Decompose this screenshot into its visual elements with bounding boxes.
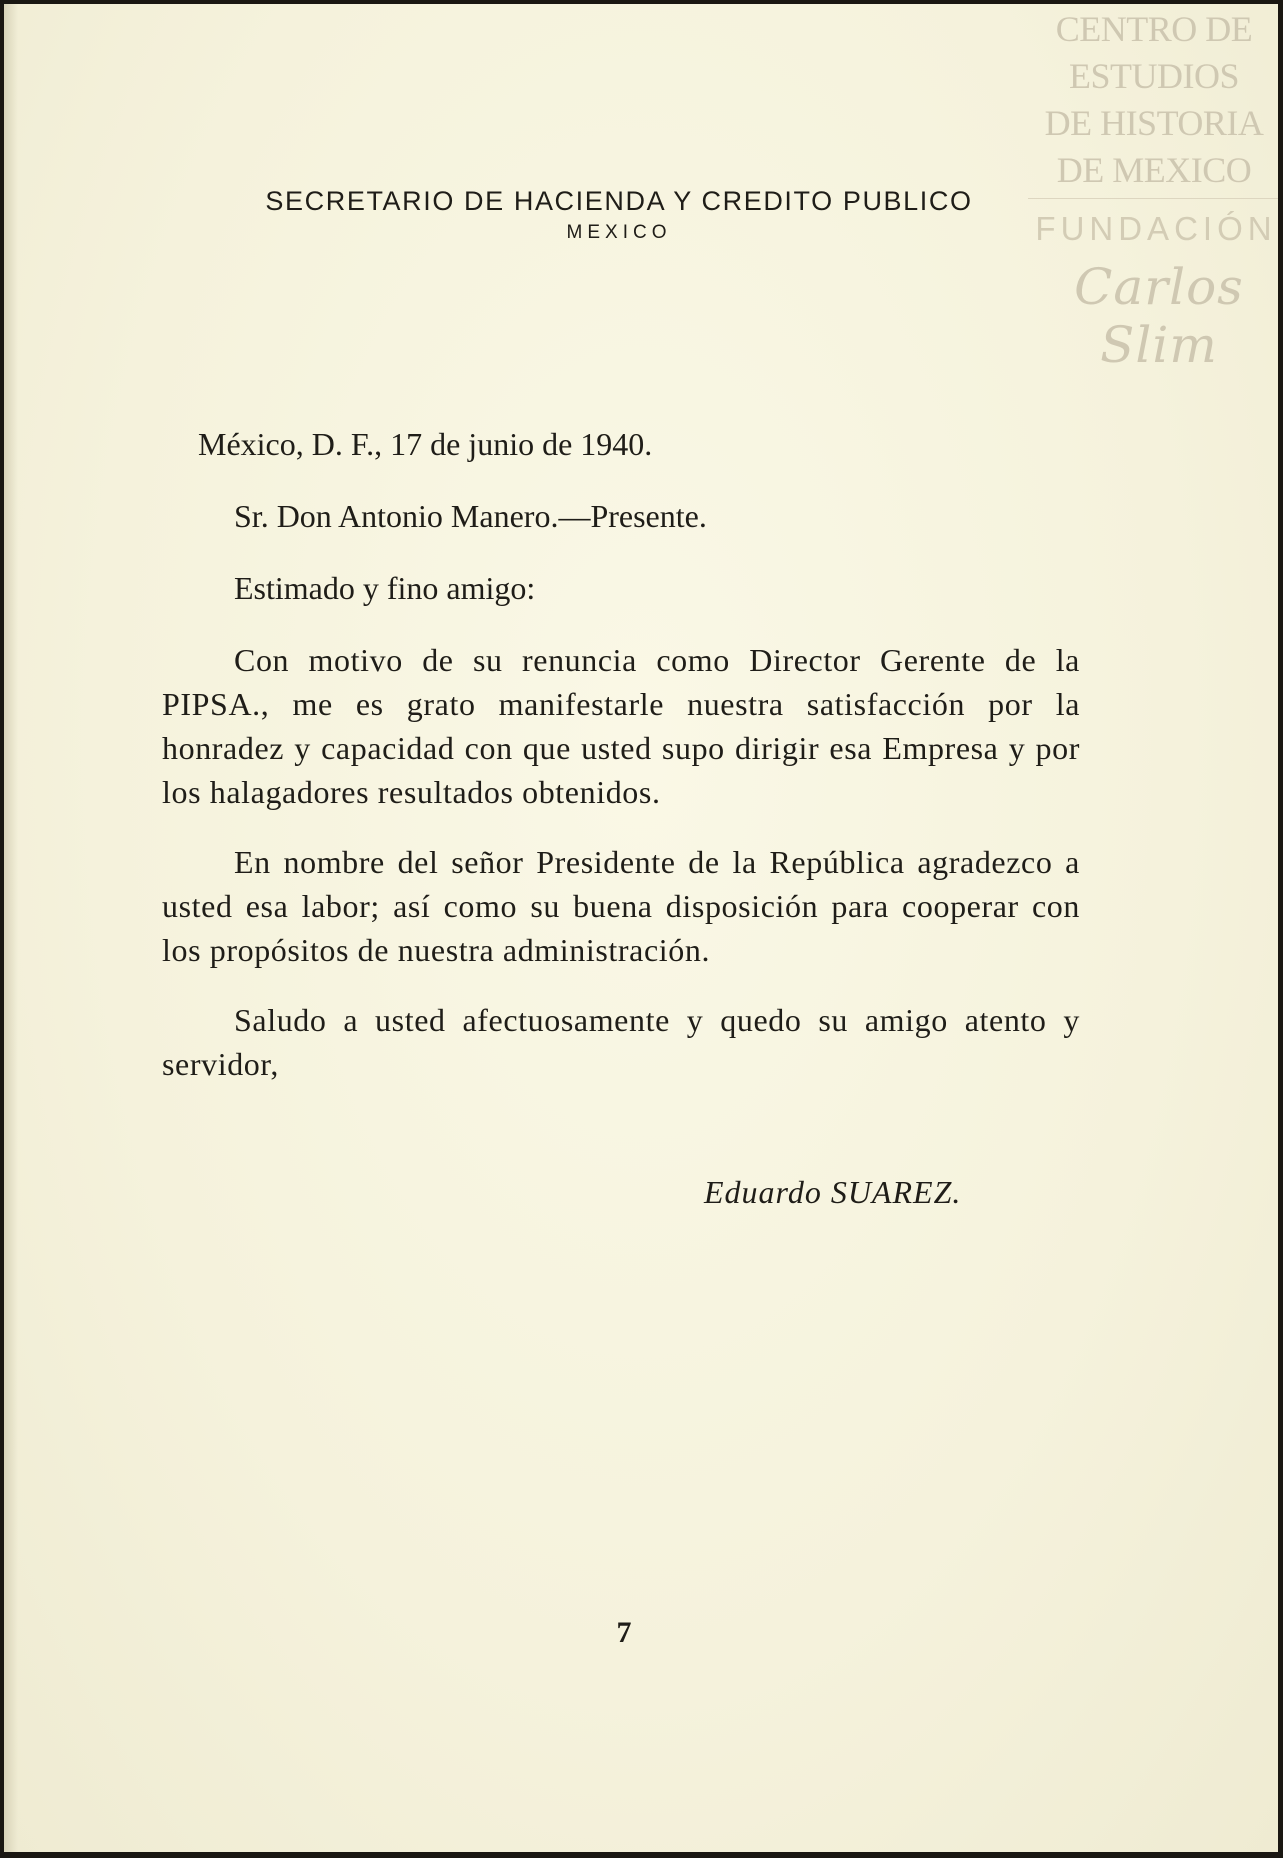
letter-body (162, 422, 1080, 1112)
signature: Eduardo SUAREZ. (704, 1174, 962, 1210)
archive-watermark (1024, 6, 1278, 194)
watermark-line: ESTUDIOS (1068, 56, 1239, 96)
page-shadow (4, 4, 18, 1852)
greeting-line: Estimado y fino amigo: (234, 570, 536, 606)
paragraph: Saludo a usted afectuosamente y quedo su amigo atento y servidor, (162, 1002, 1080, 1082)
watermark-fundacion: FUNDACIÓN (1035, 210, 1277, 247)
addressee-line: Sr. Don Antonio Manero.—Presente. (234, 498, 707, 534)
watermark-line: CENTRO DE (1055, 9, 1253, 49)
paragraph: Con motivo de su renuncia como Director Gerente de la PIPSA., me es grato manifestarle nuestra satisfacción por la honradez y capacidad con que usted supo dirigir esa Empresa y por los halagadores resultados obtenidos. (162, 642, 1080, 810)
paragraph: En nombre del señor Presidente de la República agradezco a usted esa labor; así como su buena disposición para cooperar con los propósitos de nuestra administración. (162, 844, 1080, 968)
date-line: México, D. F., 17 de junio de 1940. (198, 426, 653, 462)
document-page (4, 4, 1278, 1852)
letterhead-office: SECRETARIO DE HACIENDA Y CREDITO PUBLICO (265, 186, 973, 216)
letterhead (234, 184, 1004, 244)
watermark-line: DE MEXICO (1056, 150, 1252, 190)
letterhead-city: MEXICO (566, 222, 672, 243)
watermark-divider (1028, 198, 1278, 199)
page-number: 7 (616, 1616, 632, 1649)
watermark-signature: Carlos Slim (1074, 258, 1244, 374)
watermark-line: DE HISTORIA (1044, 103, 1264, 143)
